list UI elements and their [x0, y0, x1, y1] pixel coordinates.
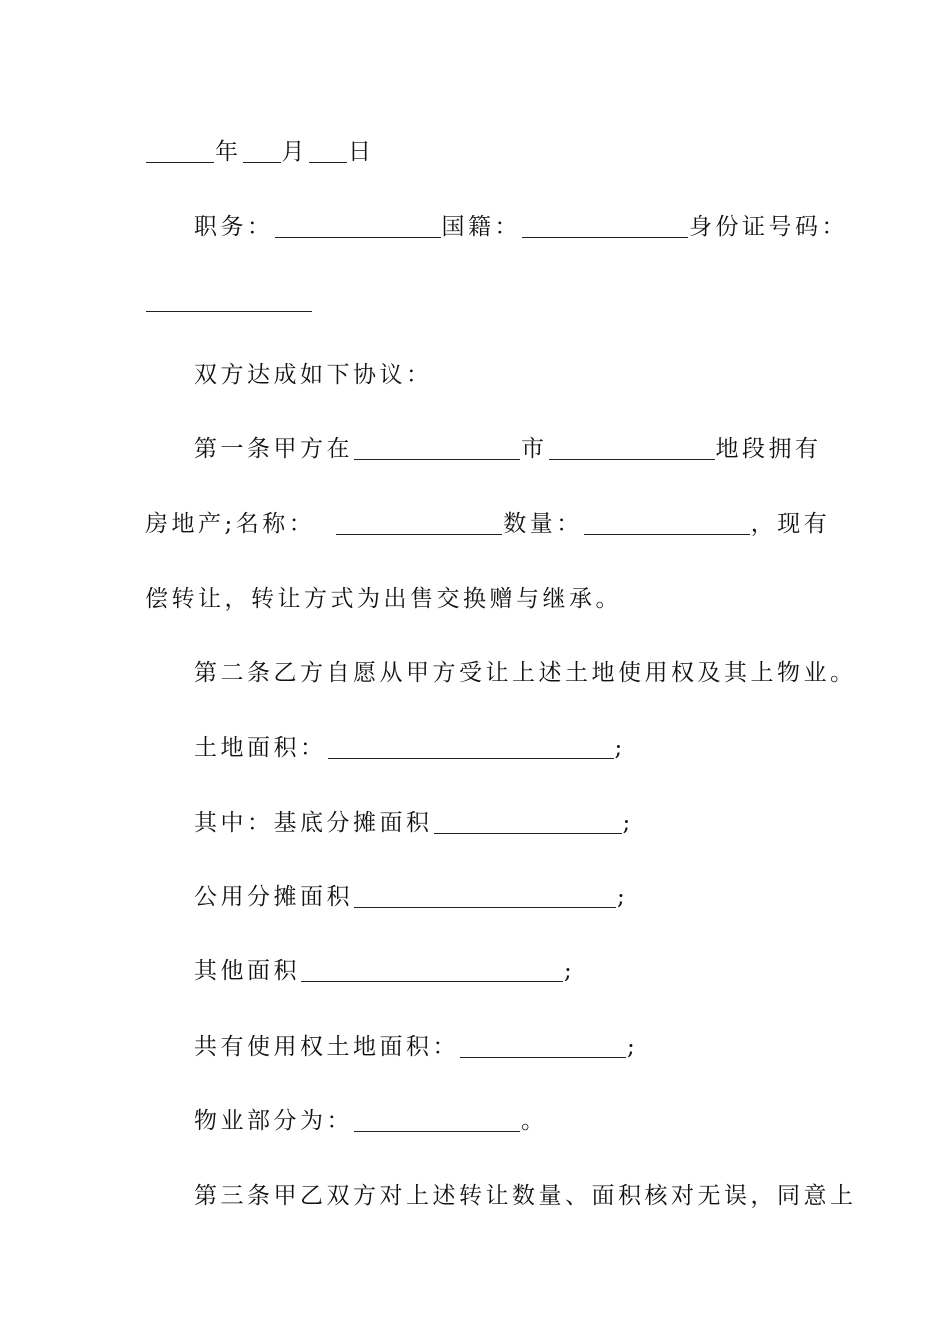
base-area-line — [194, 808, 810, 838]
shared-land-area-label: 共有使用权土地面积： — [194, 1034, 459, 1060]
day-label: 日 — [348, 139, 375, 165]
name-label: 房地产;名称： — [145, 511, 316, 537]
other-area-blank — [301, 959, 563, 982]
public-area-end: ; — [617, 884, 629, 910]
base-area-blank — [434, 811, 622, 834]
article-1-line-1 — [194, 434, 822, 464]
info-line — [194, 212, 848, 242]
other-area-end: ; — [564, 958, 576, 984]
day-blank — [309, 140, 347, 163]
quantity-blank — [584, 512, 750, 535]
property-end: 。 — [521, 1108, 548, 1134]
post-blank — [275, 215, 441, 238]
base-area-label: 其中：基底分摊面积 — [194, 810, 433, 836]
id-number-blank — [146, 289, 312, 312]
shared-land-area-end: ; — [627, 1034, 639, 1060]
article-1-text-c: ，现有 — [750, 511, 831, 537]
nationality-label: 国籍： — [441, 214, 521, 240]
quantity-label: 数量： — [503, 511, 583, 537]
property-blank — [354, 1109, 520, 1132]
name-blank — [336, 512, 502, 535]
id-number-blank-line — [145, 286, 810, 316]
land-area-blank — [328, 736, 614, 759]
base-area-end: ; — [622, 810, 634, 836]
year-blank — [146, 140, 214, 163]
nationality-blank — [522, 215, 688, 238]
city-blank — [354, 437, 520, 460]
property-line — [194, 1106, 810, 1136]
city-label: 市 — [521, 436, 548, 462]
section-blank — [549, 437, 715, 460]
year-label: 年 — [215, 139, 242, 165]
other-area-label: 其他面积 — [194, 958, 300, 984]
land-area-label: 土地面积： — [194, 735, 327, 761]
article-1-line-2 — [145, 509, 831, 539]
public-area-line — [194, 882, 810, 912]
article-1-text-b: 地段拥有 — [715, 436, 822, 462]
public-area-blank — [354, 885, 616, 908]
shared-land-area-blank — [460, 1035, 626, 1058]
shared-land-area-line — [194, 1032, 810, 1062]
article-3: 第三条甲乙双方对上述转让数量、面积核对无误，同意上 — [194, 1183, 857, 1209]
agreement-intro: 双方达成如下协议： — [194, 362, 433, 388]
date-line — [145, 137, 810, 167]
land-area-end: ; — [614, 735, 626, 761]
article-1-text-a: 第一条甲方在 — [194, 436, 353, 462]
property-label: 物业部分为： — [194, 1108, 353, 1134]
article-1-line-3: 偿转让，转让方式为出售交换赠与继承。 — [145, 586, 622, 612]
other-area-line — [194, 956, 810, 986]
month-label: 月 — [281, 139, 308, 165]
public-area-label: 公用分摊面积 — [194, 884, 353, 910]
post-label: 职务： — [194, 214, 274, 240]
land-area-line — [194, 733, 810, 763]
id-number-label: 身份证号码： — [689, 214, 848, 240]
month-blank — [243, 140, 281, 163]
article-2: 第二条乙方自愿从甲方受让上述土地使用权及其上物业。 — [194, 660, 857, 686]
